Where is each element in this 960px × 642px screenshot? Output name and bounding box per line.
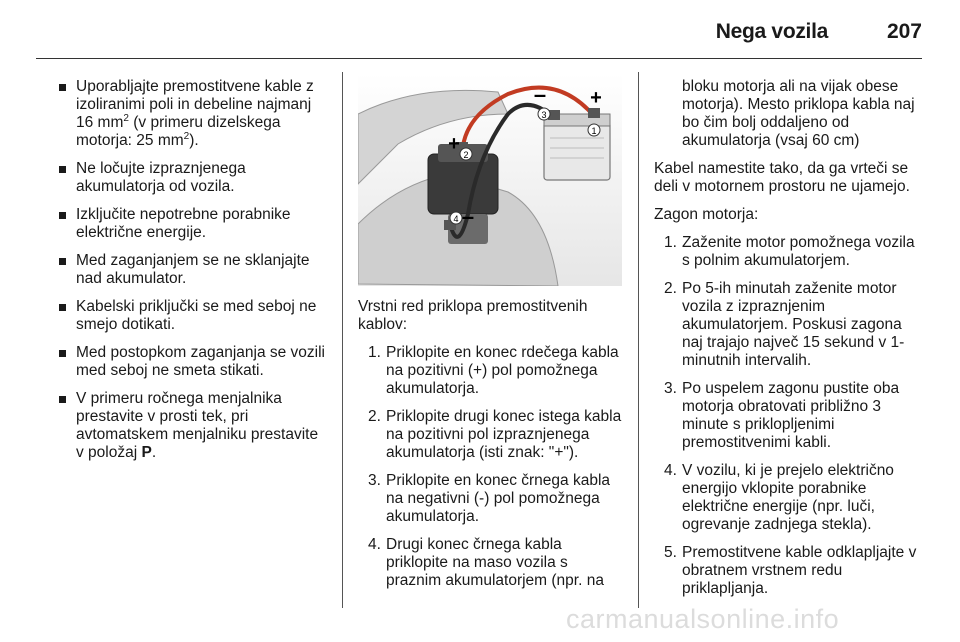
bold-text: P <box>141 444 152 461</box>
step-number: 3. <box>368 472 381 489</box>
callout-1 <box>588 124 600 136</box>
column-divider-2 <box>638 72 639 608</box>
bullet-text: V primeru ročnega menjalnika prestavite v prosti tek, pri avtomatskem menjalniku prestavite v položaj <box>76 390 319 461</box>
minus-sign: – <box>533 82 547 107</box>
list-item <box>56 78 328 150</box>
list-item <box>358 344 624 398</box>
column-middle <box>358 298 624 600</box>
paragraph: Zagon motorja: <box>654 206 759 223</box>
list-item: Med postopkom zaganjanja se vozili med seboj ne smeta stikati. <box>56 344 328 380</box>
clamp-1 <box>588 108 600 118</box>
continued-text: bloku motorja ali na vijak obese motorja). Mesto priklopa kabla naj bo čim bolj oddaljeno od akumulatorja (vsaj 60 cm) <box>682 78 915 149</box>
header-divider <box>36 58 922 59</box>
bullet-text: (v primeru dizelskega motorja: 25 mm <box>76 114 281 149</box>
callout-label: 4 <box>453 214 459 224</box>
section-title: Nega vozila <box>715 20 828 43</box>
superscript: 2 <box>123 112 129 124</box>
connection-intro: Vrstni red priklopa premostitvenih kablov: <box>358 298 588 333</box>
step-number: 4. <box>368 536 381 553</box>
step-number: 4. <box>664 462 677 479</box>
step-text: Priklopite drugi konec istega kabla na pozitivni pol izpraznjenega akumulatorja (isti znak: "+"). <box>386 408 622 461</box>
precautions-list <box>56 78 328 462</box>
list-item <box>358 408 624 462</box>
bullet-text: . <box>151 444 157 461</box>
step-text: Premostitvene kable odklapljajte v obratnem vrstnem redu priklapljanja. <box>682 544 917 597</box>
step-number: 1. <box>368 344 381 361</box>
minus-sign: – <box>461 204 475 229</box>
step-number: 3. <box>664 380 677 397</box>
list-item: Ne ločujte izpraznjenega akumulatorja od vozila. <box>56 160 328 196</box>
list-item <box>654 462 926 534</box>
list-item <box>654 380 926 452</box>
start-steps <box>654 234 926 598</box>
step-number: 5. <box>664 544 677 561</box>
jump-start-illustration <box>358 74 622 286</box>
step-number: 2. <box>368 408 381 425</box>
list-item <box>358 536 624 590</box>
bullet-text: Uporabljajte premostitvene kable z izoliranimi poli in debeline najmanj 16 mm <box>76 78 314 131</box>
step-number: 2. <box>664 280 677 297</box>
step-text: V vozilu, ki je prejelo električno energijo vklopite porabnike električne energije (npr. luči, ogrevanje zadnjega stekla). <box>682 462 894 533</box>
callout-4 <box>450 212 462 224</box>
step-text: Po 5-ih minutah zaženite motor vozila z izpraznjenim akumulatorjem. Poskusi zagona naj trajajo največ 15 sekund v 1-minutnih intervalih. <box>682 280 905 369</box>
step-text: Drugi konec črnega kabla priklopite na maso vozila s praznim akumulatorjem (npr. na <box>386 536 604 589</box>
page-number: 207 <box>886 20 922 43</box>
list-item: Kabelski priključki se med seboj ne smejo dotikati. <box>56 298 328 334</box>
column-right <box>654 78 926 608</box>
callout-label: 1 <box>591 126 597 136</box>
callout-label: 3 <box>541 110 547 120</box>
list-item <box>358 472 624 526</box>
callout-2 <box>460 148 472 160</box>
step-text: Po uspelem zagonu pustite oba motorja obratovati približno 3 minute s priklopljenimi premostitvenimi kabli. <box>682 380 900 451</box>
engine-bay-drawing <box>358 74 622 286</box>
plus-sign: + <box>448 133 460 155</box>
bullet-text: ). <box>189 132 199 149</box>
plus-sign: + <box>590 87 602 109</box>
page-header <box>0 0 960 58</box>
step-text: Priklopite en konec rdečega kabla na pozitivni (+) pol pomožnega akumulatorja. <box>386 344 619 397</box>
superscript: 2 <box>183 130 190 142</box>
column-divider-1 <box>342 72 343 608</box>
list-item <box>654 544 926 598</box>
list-item: Izključite nepotrebne porabnike električne energije. <box>56 206 328 242</box>
step-number: 1. <box>664 234 677 251</box>
step-text: Priklopite en konec črnega kabla na negativni (-) pol pomožnega akumulatorja. <box>386 472 611 525</box>
step-text: Zaženite motor pomožnega vozila s polnim akumulatorjem. <box>682 234 915 269</box>
list-item <box>654 280 926 370</box>
callout-label: 2 <box>463 150 469 160</box>
paragraph: Kabel namestite tako, da ga vrteči se deli v motornem prostoru ne ujamejo. <box>654 160 910 195</box>
callout-3 <box>538 108 550 120</box>
connection-steps <box>358 344 624 590</box>
watermark: carmanualsonline.info <box>566 604 840 634</box>
list-item: Med zaganjanjem se ne sklanjajte nad akumulator. <box>56 252 328 288</box>
list-item <box>654 234 926 270</box>
list-item <box>56 390 328 462</box>
column-left <box>56 78 328 472</box>
